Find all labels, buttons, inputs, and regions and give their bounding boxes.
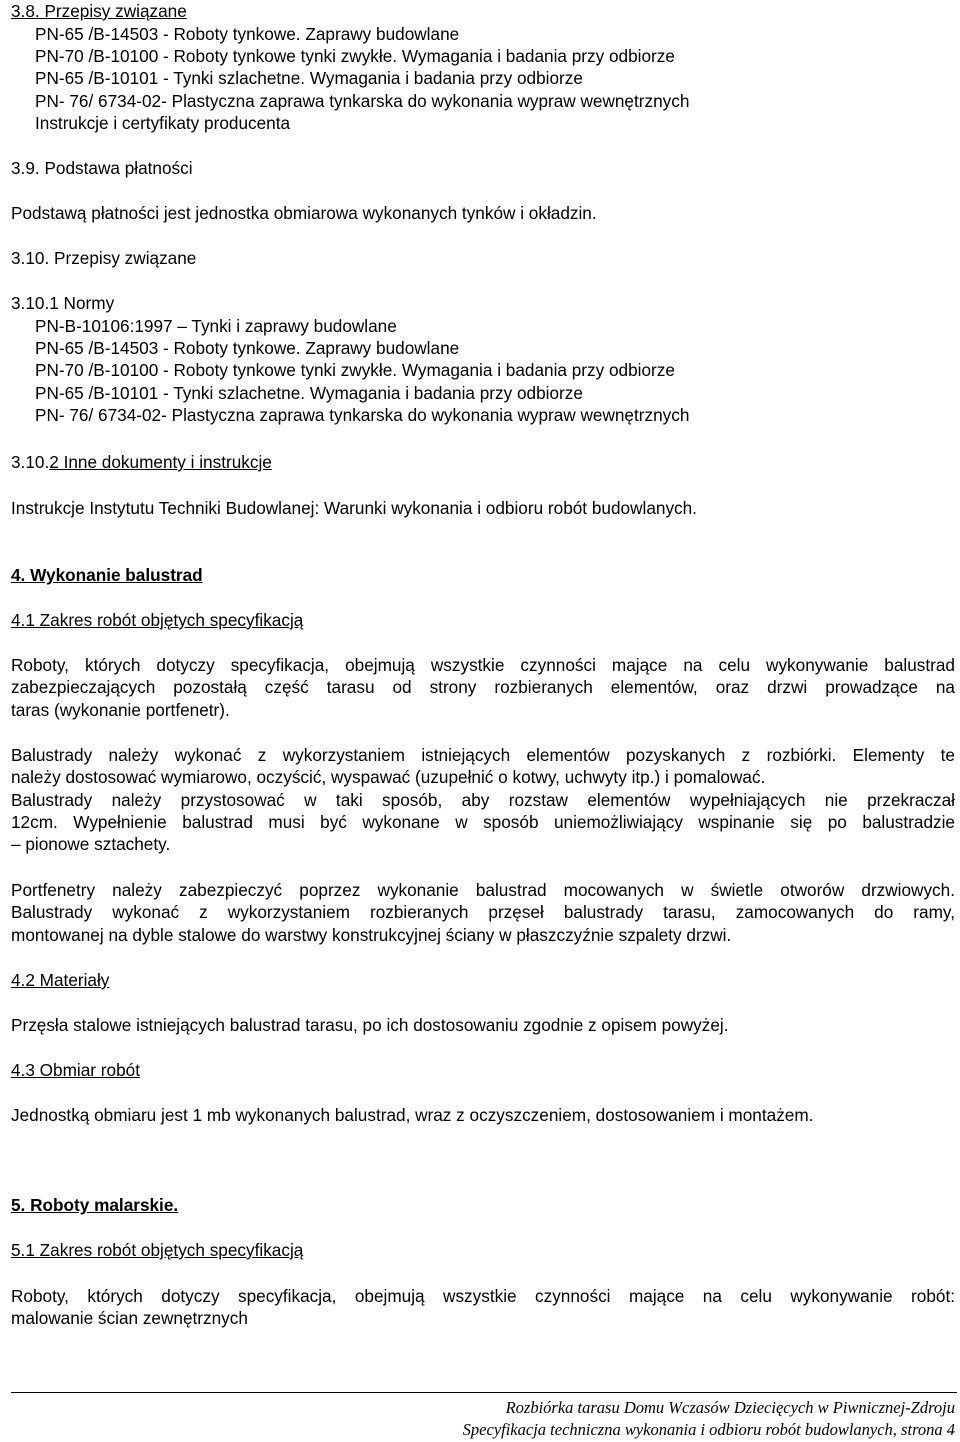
paragraph-line: 12cm. Wypełnienie balustrad musi być wykonane w sposób uniemożliwiający wspinanie się po balustradzie — [11, 812, 955, 832]
subsection-4-2-heading: 4.2 Materiały — [11, 970, 110, 990]
paragraph: Podstawą płatności jest jednostka obmiarowa wykonanych tynków i okładzin. — [11, 203, 597, 223]
norm-line: PN-B-10106:1997 – Tynki i zaprawy budowlane — [35, 316, 397, 336]
subsection-4-1-heading: 4.1 Zakres robót objętych specyfikacją — [11, 610, 304, 630]
footer-divider — [11, 1392, 957, 1393]
subsection-3-10-2-heading — [11, 451, 272, 473]
norm-line: PN- 76/ 6734-02- Plastyczna zaprawa tynkarska do wykonania wypraw wewnętrznych — [35, 405, 690, 425]
paragraph-line: taras (wykonanie portfenetr). — [11, 700, 230, 720]
paragraph-line: Portfenetry należy zabezpieczyć poprzez wykonanie balustrad mocowanych w świetle otworów drzwiowych. — [11, 880, 955, 900]
section-4-heading: 4. Wykonanie balustrad — [11, 565, 203, 585]
paragraph: Jednostką obmiaru jest 1 mb wykonanych balustrad, wraz z oczyszczeniem, dostosowaniem i montażem. — [11, 1105, 814, 1125]
norm-line: PN-70 /B-10100 - Roboty tynkowe tynki zwykłe. Wymagania i badania przy odbiorze — [35, 360, 675, 380]
paragraph: Przęsła stalowe istniejących balustrad tarasu, po ich dostosowaniu zgodnie z opisem powyżej. — [11, 1015, 729, 1035]
section-5-heading: 5. Roboty malarskie. — [11, 1195, 179, 1215]
footer-page-info: Specyfikacja techniczna wykonania i odbioru robót budowlanych, strona 4 — [462, 1420, 955, 1439]
paragraph-line: montowanej na dyble stalowe do warstwy konstrukcyjnej ściany w płaszczyźnie szpalety drzwi. — [11, 925, 732, 945]
heading-title: 2 Inne dokumenty i instrukcje — [49, 452, 272, 472]
section-3-10-heading: 3.10. Przepisy związane — [11, 248, 197, 268]
norm-line: PN-65 /B-14503 - Roboty tynkowe. Zaprawy budowlane — [35, 24, 460, 44]
norm-line: PN- 76/ 6734-02- Plastyczna zaprawa tynkarska do wykonania wypraw wewnętrznych — [35, 91, 690, 111]
paragraph-line: należy dostosować wymiarowo, oczyścić, wyspawać (uzupełnić o kotwy, uchwyty itp.) i pomalować. — [11, 767, 766, 787]
section-3-9-heading: 3.9. Podstawa płatności — [11, 158, 193, 178]
section-3-8-heading: 3.8. Przepisy związane — [11, 1, 187, 21]
norm-line: PN-65 /B-10101 - Tynki szlachetne. Wymagania i badania przy odbiorze — [35, 383, 583, 403]
norm-line: PN-65 /B-10101 - Tynki szlachetne. Wymagania i badania przy odbiorze — [35, 68, 583, 88]
paragraph-line: Balustrady należy wykonać z wykorzystaniem istniejących elementów pozyskanych z rozbiórki. Elementy te — [11, 745, 955, 765]
norm-line: PN-65 /B-14503 - Roboty tynkowe. Zaprawy budowlane — [35, 338, 460, 358]
paragraph-line: – pionowe sztachety. — [11, 834, 171, 854]
norm-line: PN-70 /B-10100 - Roboty tynkowe tynki zwykłe. Wymagania i badania przy odbiorze — [35, 46, 675, 66]
norm-line: Instrukcje i certyfikaty producenta — [35, 113, 291, 133]
paragraph-line: Roboty, których dotyczy specyfikacja, obejmują wszystkie czynności mające na celu wykonywanie robót: — [11, 1286, 955, 1306]
heading-number: 3.10. — [11, 452, 50, 472]
subsection-5-1-heading: 5.1 Zakres robót objętych specyfikacją — [11, 1240, 304, 1260]
paragraph-line: malowanie ścian zewnętrznych — [11, 1308, 248, 1328]
paragraph-line: Roboty, których dotyczy specyfikacja, obejmują wszystkie czynności mające na celu wykonywanie balustrad — [11, 655, 955, 675]
footer-title: Rozbiórka tarasu Domu Wczasów Dziecięcych w Piwnicznej-Zdroju — [505, 1398, 955, 1417]
paragraph-line: zabezpieczających pozostałą część tarasu od strony rozbieranych elementów, oraz drzwi prowadzące na — [11, 677, 955, 697]
paragraph-line: Balustrady wykonać z wykorzystaniem rozbieranych przęseł balustrady tarasu, zamocowanych do ramy, — [11, 902, 955, 922]
paragraph: Instrukcje Instytutu Techniki Budowlanej: Warunki wykonania i odbioru robót budowlanych. — [11, 498, 697, 518]
subsection-4-3-heading: 4.3 Obmiar robót — [11, 1060, 140, 1080]
subsection-3-10-1-heading: 3.10.1 Normy — [11, 293, 115, 313]
paragraph-line: Balustrady należy przystosować w taki sposób, aby rozstaw elementów wypełniających nie przekraczał — [11, 790, 955, 810]
